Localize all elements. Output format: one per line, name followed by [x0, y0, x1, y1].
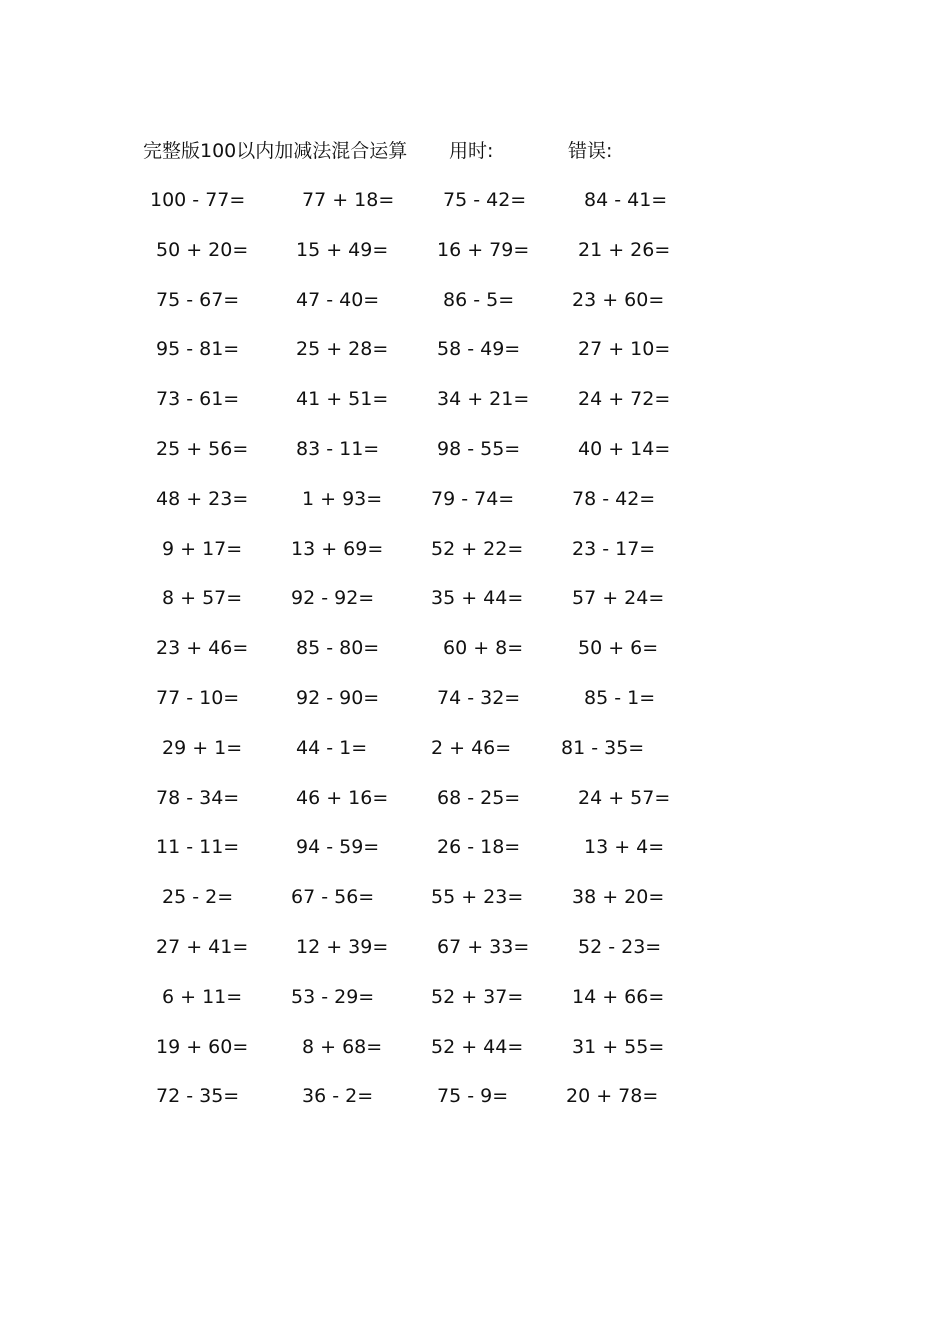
math-problem: 75 - 42= — [443, 189, 527, 211]
math-problem: 41 + 51= — [296, 388, 389, 411]
math-problem: 29 + 1= — [162, 736, 243, 759]
math-problem: 52 + 44= — [431, 1035, 524, 1058]
math-problem: 50 + 20= — [156, 238, 249, 261]
math-problem: 85 - 80= — [296, 637, 380, 660]
math-problem: 8 + 68= — [302, 1035, 383, 1058]
math-problem: 100 - 77= — [150, 189, 246, 211]
math-problem: 2 + 46= — [431, 736, 512, 759]
problem-row — [0, 484, 950, 534]
math-problem: 67 - 56= — [291, 886, 375, 909]
problem-row — [0, 235, 950, 285]
math-problem: 40 + 14= — [578, 437, 671, 460]
page-title: 完整版100以内加减法混合运算 — [143, 140, 408, 162]
problem-row — [0, 384, 950, 434]
problem-row — [0, 683, 950, 733]
problem-row — [0, 783, 950, 833]
math-problem: 52 - 23= — [578, 935, 662, 958]
math-problem: 1 + 93= — [302, 487, 383, 510]
math-problem: 78 - 42= — [572, 487, 656, 510]
math-problem: 44 - 1= — [296, 736, 368, 759]
math-problem: 68 - 25= — [437, 786, 521, 809]
math-problem: 67 + 33= — [437, 935, 530, 958]
problem-grid — [0, 185, 950, 1131]
math-problem: 48 + 23= — [156, 487, 249, 510]
math-problem: 35 + 44= — [431, 587, 524, 610]
math-problem: 25 + 28= — [296, 338, 389, 361]
math-problem: 85 - 1= — [584, 686, 656, 709]
math-problem: 79 - 74= — [431, 487, 515, 510]
math-problem: 60 + 8= — [443, 637, 524, 660]
math-problem: 19 + 60= — [156, 1035, 249, 1058]
math-problem: 57 + 24= — [572, 587, 665, 610]
math-problem: 13 + 69= — [291, 537, 384, 560]
math-problem: 25 - 2= — [162, 886, 234, 909]
math-problem: 34 + 21= — [437, 388, 530, 411]
math-problem: 50 + 6= — [578, 637, 659, 660]
math-problem: 83 - 11= — [296, 437, 380, 460]
math-problem: 31 + 55= — [572, 1035, 665, 1058]
problem-row — [0, 185, 950, 235]
problem-row — [0, 882, 950, 932]
math-problem: 27 + 10= — [578, 338, 671, 361]
math-problem: 94 - 59= — [296, 836, 380, 859]
math-problem: 81 - 35= — [561, 736, 645, 759]
math-problem: 98 - 55= — [437, 437, 521, 460]
math-problem: 16 + 79= — [437, 238, 530, 261]
math-problem: 95 - 81= — [156, 338, 240, 361]
problem-row — [0, 982, 950, 1032]
problem-row — [0, 1081, 950, 1131]
math-problem: 53 - 29= — [291, 985, 375, 1008]
problem-row — [0, 334, 950, 384]
math-problem: 78 - 34= — [156, 786, 240, 809]
errors-label: 错误: — [568, 140, 613, 162]
math-problem: 25 + 56= — [156, 437, 249, 460]
math-problem: 24 + 72= — [578, 388, 671, 411]
math-problem: 23 + 60= — [572, 288, 665, 311]
math-problem: 52 + 37= — [431, 985, 524, 1008]
problem-row — [0, 583, 950, 633]
problem-row — [0, 1032, 950, 1082]
math-problem: 13 + 4= — [584, 836, 665, 859]
math-problem: 77 - 10= — [156, 686, 240, 709]
math-problem: 46 + 16= — [296, 786, 389, 809]
math-problem: 75 - 9= — [437, 1085, 509, 1108]
time-label: 用时: — [449, 140, 494, 162]
math-problem: 74 - 32= — [437, 686, 521, 709]
problem-row — [0, 832, 950, 882]
math-problem: 77 + 18= — [302, 189, 395, 211]
math-problem: 38 + 20= — [572, 886, 665, 909]
math-problem: 47 - 40= — [296, 288, 380, 311]
math-problem: 20 + 78= — [566, 1085, 659, 1108]
math-problem: 6 + 11= — [162, 985, 243, 1008]
problem-row — [0, 633, 950, 683]
math-problem: 15 + 49= — [296, 238, 389, 261]
math-problem: 75 - 67= — [156, 288, 240, 311]
math-problem: 27 + 41= — [156, 935, 249, 958]
math-problem: 55 + 23= — [431, 886, 524, 909]
problem-row — [0, 434, 950, 484]
math-problem: 9 + 17= — [162, 537, 243, 560]
math-problem: 36 - 2= — [302, 1085, 374, 1108]
math-problem: 73 - 61= — [156, 388, 240, 411]
problem-row — [0, 932, 950, 982]
math-problem: 52 + 22= — [431, 537, 524, 560]
math-problem: 84 - 41= — [584, 189, 668, 211]
math-problem: 21 + 26= — [578, 238, 671, 261]
problem-row — [0, 733, 950, 783]
math-problem: 11 - 11= — [156, 836, 240, 859]
math-problem: 26 - 18= — [437, 836, 521, 859]
math-problem: 23 - 17= — [572, 537, 656, 560]
problem-row — [0, 285, 950, 335]
math-problem: 72 - 35= — [156, 1085, 240, 1108]
math-problem: 24 + 57= — [578, 786, 671, 809]
math-problem: 92 - 92= — [291, 587, 375, 610]
problem-row — [0, 534, 950, 584]
math-problem: 23 + 46= — [156, 637, 249, 660]
math-problem: 14 + 66= — [572, 985, 665, 1008]
math-problem: 58 - 49= — [437, 338, 521, 361]
math-problem: 92 - 90= — [296, 686, 380, 709]
math-problem: 12 + 39= — [296, 935, 389, 958]
math-problem: 86 - 5= — [443, 288, 515, 311]
math-problem: 8 + 57= — [162, 587, 243, 610]
